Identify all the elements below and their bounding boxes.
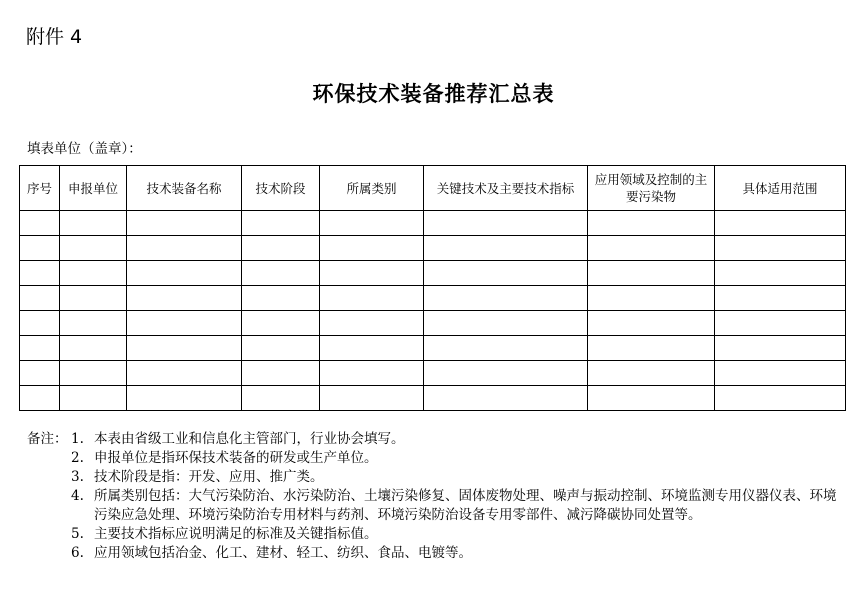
table-cell — [242, 386, 320, 411]
table-cell — [715, 286, 846, 311]
table-row — [20, 261, 846, 286]
table-cell — [242, 236, 320, 261]
table-cell — [320, 386, 424, 411]
table-cell — [20, 211, 60, 236]
table-cell — [424, 361, 588, 386]
table-cell — [20, 386, 60, 411]
table-cell — [20, 361, 60, 386]
note-number: 4. — [71, 488, 84, 504]
table-cell — [127, 261, 242, 286]
note-number: 1. — [71, 431, 84, 447]
table-cell — [127, 211, 242, 236]
table-cell — [715, 211, 846, 236]
table-row — [20, 386, 846, 411]
table-cell — [588, 361, 715, 386]
notes-label: 备注： — [27, 431, 68, 447]
table-cell — [127, 386, 242, 411]
table-cell — [588, 286, 715, 311]
table-cell — [320, 261, 424, 286]
note-text: 本表由省级工业和信息化主管部门，行业协会填写。 — [94, 431, 405, 447]
table-cell — [60, 286, 127, 311]
table-cell — [588, 311, 715, 336]
table-cell — [20, 286, 60, 311]
table-cell — [127, 236, 242, 261]
table-cell — [320, 361, 424, 386]
table-row — [20, 286, 846, 311]
table-cell — [588, 261, 715, 286]
note-text: 主要技术指标应说明满足的标准及关键指标值。 — [94, 526, 378, 542]
table-cell — [60, 311, 127, 336]
table-cell — [424, 311, 588, 336]
note-text: 应用领域包括冶金、化工、建材、轻工、纺织、食品、电镀等。 — [94, 545, 472, 561]
note-text: 技术阶段是指：开发、应用、推广类。 — [94, 469, 324, 485]
note-item — [27, 449, 842, 468]
note-number: 5. — [71, 526, 84, 542]
table-cell — [127, 286, 242, 311]
table-cell — [127, 311, 242, 336]
table-cell — [320, 311, 424, 336]
note-item — [27, 468, 842, 487]
table-cell — [715, 386, 846, 411]
table-cell — [20, 311, 60, 336]
table-cell — [320, 336, 424, 361]
table-cell — [60, 236, 127, 261]
table-cell — [60, 211, 127, 236]
table-cell — [242, 336, 320, 361]
note-text: 申报单位是指环保技术装备的研发或生产单位。 — [94, 450, 378, 466]
table-cell — [588, 236, 715, 261]
header-applicant-unit: 申报单位 — [60, 166, 127, 211]
table-cell — [242, 261, 320, 286]
table-cell — [715, 336, 846, 361]
attachment-label: 附件 4 — [26, 26, 83, 48]
table-cell — [588, 211, 715, 236]
table-cell — [60, 261, 127, 286]
table-cell — [127, 336, 242, 361]
table-cell — [242, 286, 320, 311]
table-cell — [424, 336, 588, 361]
table-row — [20, 311, 846, 336]
table-cell — [715, 311, 846, 336]
table-cell — [424, 236, 588, 261]
note-number: 2. — [71, 450, 84, 466]
table-cell — [715, 236, 846, 261]
header-application-field: 应用领域及控制的主要污染物 — [588, 166, 715, 211]
table-cell — [320, 211, 424, 236]
table-cell — [60, 361, 127, 386]
table-cell — [242, 211, 320, 236]
fill-unit-label: 填表单位（盖章）： — [27, 141, 142, 157]
table-cell — [424, 211, 588, 236]
note-item — [27, 487, 842, 525]
header-applicable-scope: 具体适用范围 — [715, 166, 846, 211]
table-row — [20, 236, 846, 261]
table-cell — [588, 336, 715, 361]
note-item — [27, 430, 842, 449]
table-cell — [242, 311, 320, 336]
table-cell — [320, 236, 424, 261]
table-cell — [715, 361, 846, 386]
table-cell — [588, 386, 715, 411]
header-category: 所属类别 — [320, 166, 424, 211]
table-row — [20, 336, 846, 361]
header-technology-stage: 技术阶段 — [242, 166, 320, 211]
note-item — [27, 525, 842, 544]
table-cell — [20, 261, 60, 286]
note-number: 6. — [71, 545, 84, 561]
table-cell — [715, 261, 846, 286]
table-cell — [20, 236, 60, 261]
header-key-technology: 关键技术及主要技术指标 — [424, 166, 588, 211]
table-cell — [20, 336, 60, 361]
table-cell — [127, 361, 242, 386]
note-text: 所属类别包括：大气污染防治、水污染防治、土壤污染修复、固体废物处理、噪声与振动控制、环境监测专用仪器仪表、环境污染应急处理、环境污染防治专用材料与药剂、环境污染防治设备专用零部件、减污降碳协同处置等。 — [94, 488, 837, 523]
table-header-row — [20, 166, 846, 211]
table-cell — [320, 286, 424, 311]
table-cell — [60, 386, 127, 411]
table-row — [20, 361, 846, 386]
table-cell — [242, 361, 320, 386]
header-equipment-name: 技术装备名称 — [127, 166, 242, 211]
note-item — [27, 544, 842, 563]
table-cell — [60, 336, 127, 361]
table-cell — [424, 286, 588, 311]
notes-section — [27, 430, 842, 563]
summary-table — [19, 165, 846, 411]
table-row — [20, 211, 846, 236]
note-number: 3. — [71, 469, 84, 485]
table-cell — [424, 386, 588, 411]
page-title: 环保技术装备推荐汇总表 — [312, 81, 555, 106]
header-serial-number: 序号 — [20, 166, 60, 211]
table-cell — [424, 261, 588, 286]
